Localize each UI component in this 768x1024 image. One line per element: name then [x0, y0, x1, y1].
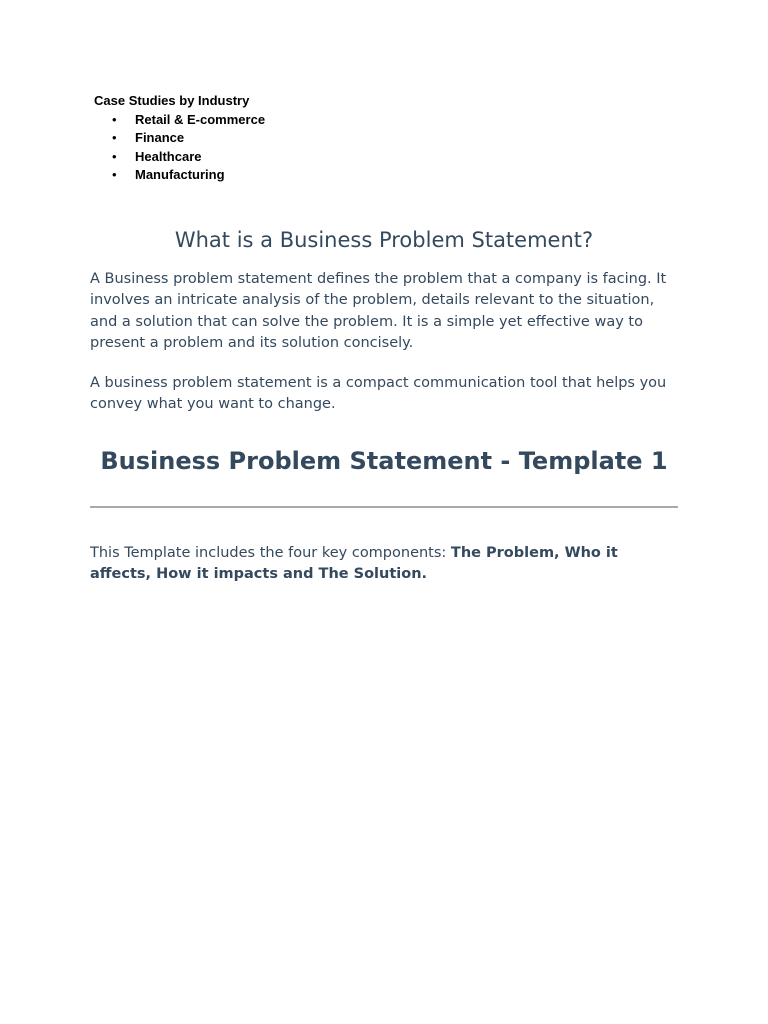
section-title: What is a Business Problem Statement? [174, 228, 594, 252]
case-studies-list [94, 92, 265, 185]
industry-list [94, 111, 265, 185]
bullet-icon: • [112, 167, 117, 183]
list-item-manufacturing [94, 166, 265, 185]
template-title: Business Problem Statement - Template 1 [100, 447, 668, 475]
bullet-icon: • [112, 111, 117, 127]
list-item-label: Manufacturing [135, 167, 225, 183]
list-item-label: Finance [135, 130, 185, 146]
template-intro-paragraph [90, 543, 678, 586]
list-item-label: Retail & E-commerce [135, 111, 266, 127]
template-intro-text: This Template includes the four key components: [90, 545, 451, 561]
list-item-retail [94, 111, 265, 130]
list-item-finance [94, 129, 265, 148]
bullet-icon: • [112, 148, 117, 164]
list-item-label: Healthcare [135, 148, 202, 164]
list-item-healthcare [94, 148, 265, 167]
communication-paragraph: A business problem statement is a compact communication tool that helps you convey what you want to change. [90, 375, 667, 413]
bullet-icon: • [112, 130, 117, 146]
divider [90, 506, 678, 508]
template-intro-components: The Problem, Who it affects, How it impacts and The Solution. [90, 545, 618, 583]
case-studies-heading: Case Studies by Industry [94, 93, 250, 108]
definition-paragraph: A Business problem statement defines the problem that a company is facing. It involves an intricate analysis of the problem, details relevant to the situation, and a solution that can solve the problem. It is a simple yet effective way to present a problem and its solution concisely. [90, 271, 667, 351]
